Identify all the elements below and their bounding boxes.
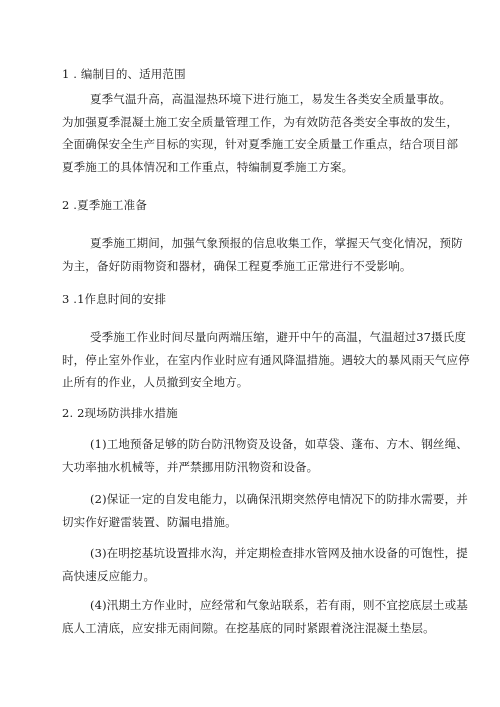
text-line: 夏季气温升高，高温湿热环境下进行施工，易发生各类安全质量事故。 [90, 92, 452, 106]
text-line: 全面确保安全生产目标的实现，针对夏季施工安全质量工作重点，结合项目部 [62, 137, 459, 152]
text-line: 受季施工作业时间尽量向两端压缩，避开中午的高温，气温超过37摄氏度 [90, 330, 467, 344]
text-line: 夏季施工的具体情况和工作重点，特编制夏季施工方案。 [62, 159, 354, 174]
text-line: 大功率抽水机械等，并严禁挪用防汛物资和设备。 [62, 459, 319, 474]
text-line: 时，停止室外作业，在室内作业时应有通风降温措施。遇较大的暴风雨天气应停 [62, 352, 470, 367]
text-line: (2)保证一定的自发电能力，以确保汛期突然停电情况下的防排水需要，并 [90, 492, 468, 506]
section-4-paragraph-2 [62, 488, 468, 533]
text-line: (4)汛期土方作业时，应经常和气象站联系，若有雨，则不宜挖底层土或基 [90, 598, 468, 612]
text-line: (1)工地预备足够的防台防汛物资及设备，如草袋、蓬布、方木、钢丝绳、 [90, 437, 468, 451]
text-line: (3)在明挖基坑设置排水沟，并定期检查排水管网及抽水设备的可饱性，提 [90, 546, 468, 560]
text-line: 为加强夏季混凝土施工安全质量管理工作，为有效防范各类安全事故的发生， [62, 114, 459, 129]
section-4-paragraph-1 [62, 433, 468, 478]
text-line: 夏季施工期间，加强气象预报的信息收集工作，掌握天气变化情况，预防 [90, 236, 463, 250]
section-3-paragraph-1 [62, 326, 470, 394]
text-line: 底人工清底，应安排无雨间隙。在挖基底的同时紧跟着浇注混凝土垫层。 [62, 620, 435, 635]
section-heading-2: 2 .夏季施工准备 [62, 198, 147, 212]
text-line: 高快速反应能力。 [62, 568, 156, 583]
section-1-paragraph-1 [62, 88, 462, 178]
text-line: 切实作好避雷装置、防漏电措施。 [62, 514, 237, 529]
section-heading-1: 1 . 编制目的、适用范围 [62, 67, 186, 81]
text-line: 为主，备好防雨物资和器材，确保工程夏季施工正常进行不受影响。 [62, 258, 412, 273]
section-4-paragraph-3 [62, 542, 468, 587]
section-2-paragraph-1 [62, 232, 462, 277]
section-heading-3: 3 .1作息时间的安排 [62, 292, 167, 306]
section-4-paragraph-4 [62, 594, 468, 639]
text-line: 止所有的作业，人员撤到安全地方。 [62, 375, 249, 390]
section-heading-4: 2. 2现场防洪排水措施 [62, 406, 178, 420]
